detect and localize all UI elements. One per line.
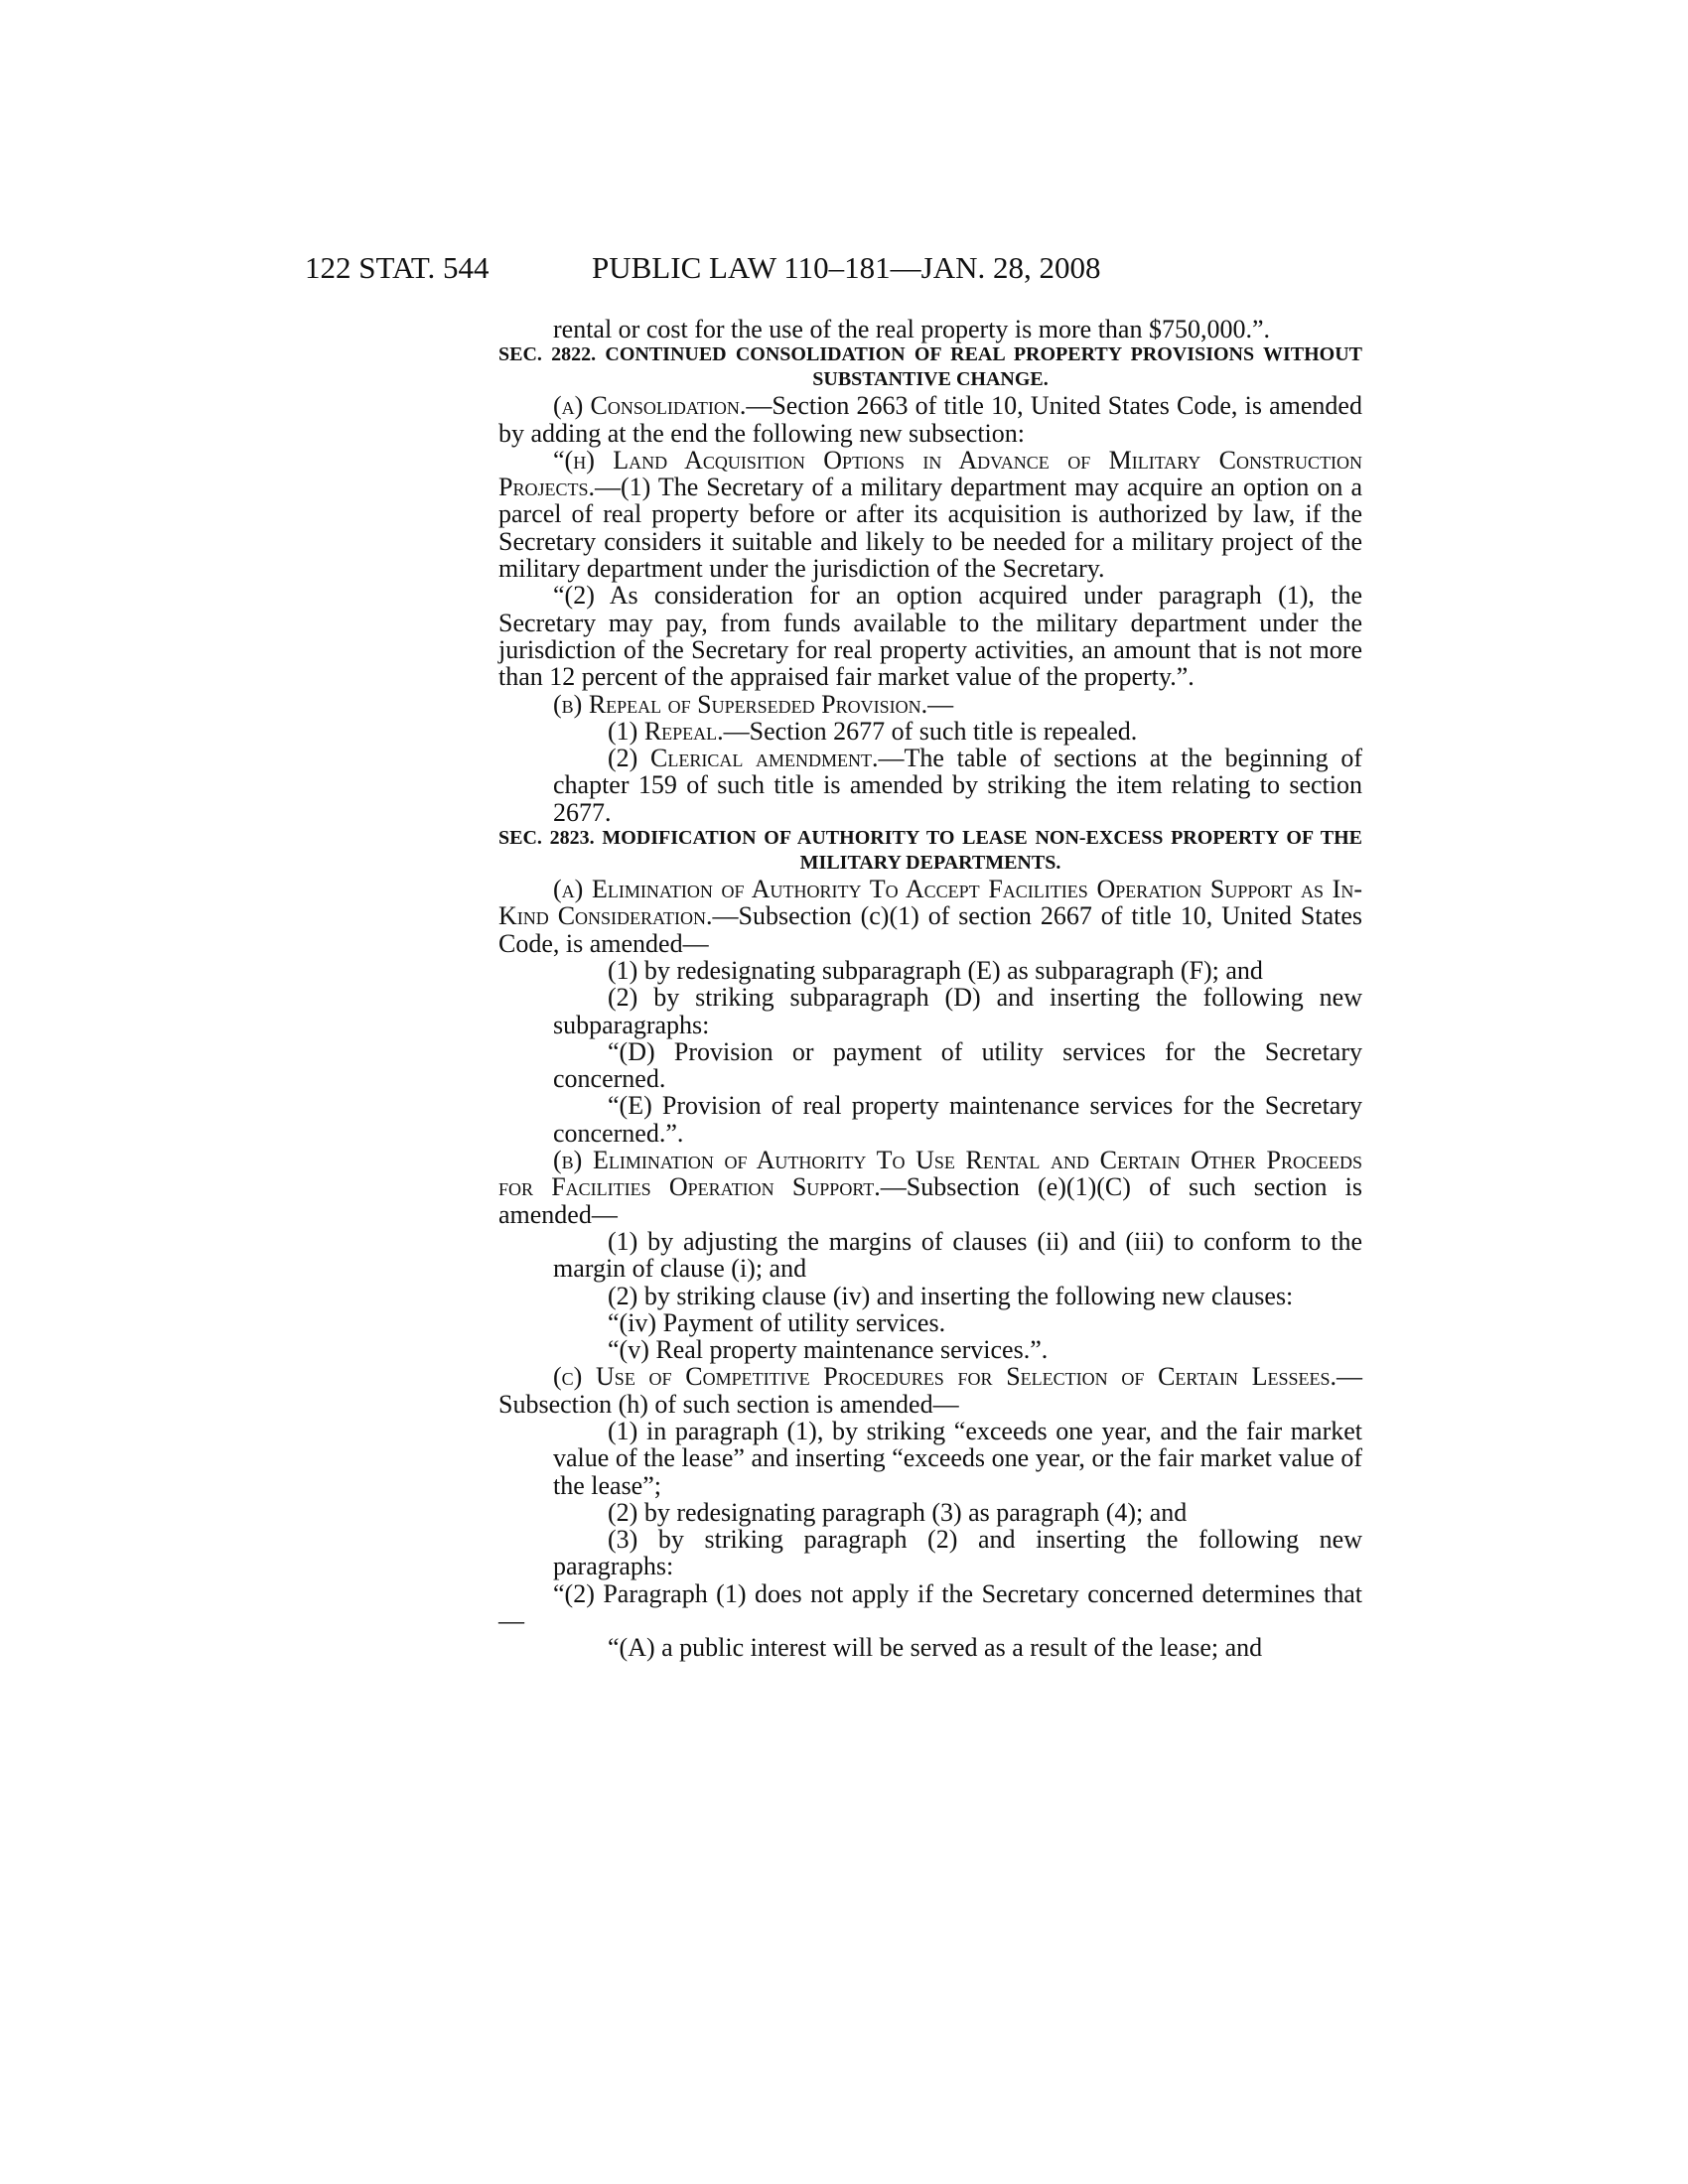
- paragraph: [498, 1092, 1362, 1147]
- paragraph-text: “(2) Paragraph (1) does not apply if the Secretary concerned determines that—: [498, 1578, 1362, 1636]
- paragraph: [498, 1634, 1362, 1661]
- paragraph-text: rental or cost for the use of the real property is more than $750,000.”.: [553, 315, 1270, 343]
- paragraph: [498, 745, 1362, 826]
- paragraph: [498, 718, 1362, 745]
- paragraph: [498, 1283, 1362, 1309]
- paragraph-text: “(D) Provision or payment of utility services for the Secretary concerned.: [553, 1036, 1362, 1094]
- paragraph-text: (3) by striking paragraph (2) and inserting the following new paragraphs:: [553, 1525, 1362, 1581]
- paragraph-text: (1) by redesignating subparagraph (E) as subparagraph (F); and: [608, 955, 1263, 985]
- paragraph: [498, 392, 1362, 447]
- paragraph-text: —(1) The Secretary of a military department may acquire an option on a parcel of real property before or after its acquisition is authorized by law, if the Secretary considers it suitable and likely to be needed for a military project of the military department under the jurisdiction of the Secretary.: [498, 473, 1362, 584]
- section-heading: [498, 826, 1362, 876]
- subsection-heading: (a) Consolidation.: [553, 391, 747, 421]
- paragraph-text: —: [927, 689, 954, 719]
- paragraph-text: —Subsection (c)(1) of section 2667 of title 10, United States Code, is amended—: [498, 901, 1363, 958]
- paragraph-text: (1) by adjusting the margins of clauses (ii) and (iii) to conform to the margin of clause (i); and: [553, 1226, 1362, 1284]
- public-law-title: PUBLIC LAW 110–181—JAN. 28, 2008: [592, 250, 1101, 285]
- paragraph-text: (2) by redesignating paragraph (3) as paragraph (4); and: [608, 1497, 1188, 1527]
- section-heading: [498, 342, 1362, 392]
- subsection-heading: “(h) Land Acquisition Options in Advance of Military Construction Projects.: [498, 445, 1362, 502]
- paragraph: [498, 1418, 1362, 1499]
- paragraph-text: “(2) As consideration for an option acquired under paragraph (1), the Secretary may pay, from funds available to the military department under the jurisdiction of the Secretary for real property activities, an amount that is not more than 12 percent of the appraised fair market value of the property.”.: [498, 581, 1362, 692]
- paragraph-text: SEC. 2822. CONTINUED CONSOLIDATION OF REAL PROPERTY PROVISIONS WITHOUT SUBSTANTIVE CHANGE.: [498, 343, 1362, 391]
- paragraph: [498, 582, 1362, 690]
- document-body: [498, 316, 1362, 1662]
- subsection-heading: (1) Repeal.: [608, 716, 724, 746]
- paragraph-text: (2) by striking subparagraph (D) and inserting the following new subparagraphs:: [553, 983, 1362, 1039]
- paragraph: [498, 316, 1362, 342]
- paragraph: [498, 1526, 1362, 1580]
- subsection-heading: (2) Clerical amendment.: [608, 744, 879, 773]
- paragraph-text: “(v) Real property maintenance services.”.: [608, 1335, 1049, 1365]
- paragraph-text: (2) by striking clause (iv) and inserting the following new clauses:: [608, 1281, 1294, 1310]
- paragraph: [498, 1147, 1362, 1228]
- page-header: [0, 250, 1688, 290]
- paragraph-text: —Section 2663 of title 10, United States Code, is amended by adding at the end the following new subsection:: [498, 391, 1362, 448]
- paragraph: [498, 447, 1362, 582]
- paragraph-text: “(A) a public interest will be served as a result of the lease; and: [608, 1633, 1263, 1663]
- paragraph-text: (1) in paragraph (1), by striking “exceeds one year, and the fair market value of the lease” and inserting “exceeds one year, or the fair market value of the lease”;: [553, 1416, 1362, 1500]
- paragraph-text: —Subsection (h) of such section is amended—: [498, 1362, 1362, 1419]
- paragraph: [498, 957, 1362, 984]
- paragraph: [498, 1580, 1362, 1635]
- paragraph-text: —The table of sections at the beginning of chapter 159 of such title is amended by striking the item relating to section 2677.: [553, 744, 1363, 827]
- paragraph-text: “(iv) Payment of utility services.: [608, 1307, 946, 1337]
- paragraph: [498, 1038, 1362, 1093]
- statute-citation: 122 STAT. 544: [305, 250, 490, 285]
- paragraph-text: —Section 2677 of such title is repealed.: [723, 716, 1138, 746]
- paragraph: [498, 1363, 1362, 1418]
- paragraph: [498, 691, 1362, 718]
- paragraph: [498, 1336, 1362, 1363]
- paragraph: [498, 984, 1362, 1038]
- paragraph-text: “(E) Provision of real property maintenance services for the Secretary concerned.”.: [553, 1091, 1362, 1148]
- subsection-heading: (c) Use of Competitive Procedures for Selection of Certain Lessees.: [553, 1362, 1336, 1392]
- subsection-heading: (b) Repeal of Superseded Provision.: [553, 689, 928, 719]
- paragraph-text: —Subsection (e)(1)(C) of such section is amended—: [498, 1172, 1362, 1229]
- paragraph: [498, 1228, 1362, 1283]
- subsection-heading: (b) Elimination of Authority To Use Rental and Certain Other Proceeds for Facilities Operation Support.: [498, 1146, 1362, 1202]
- subsection-heading: (a) Elimination of Authority To Accept Facilities Operation Support as In-Kind Consideration.: [498, 875, 1362, 931]
- paragraph: [498, 876, 1362, 957]
- paragraph-text: SEC. 2823. MODIFICATION OF AUTHORITY TO LEASE NON-EXCESS PROPERTY OF THE MILITARY DEPARTMENTS.: [498, 827, 1362, 875]
- paragraph: [498, 1309, 1362, 1336]
- paragraph: [498, 1499, 1362, 1526]
